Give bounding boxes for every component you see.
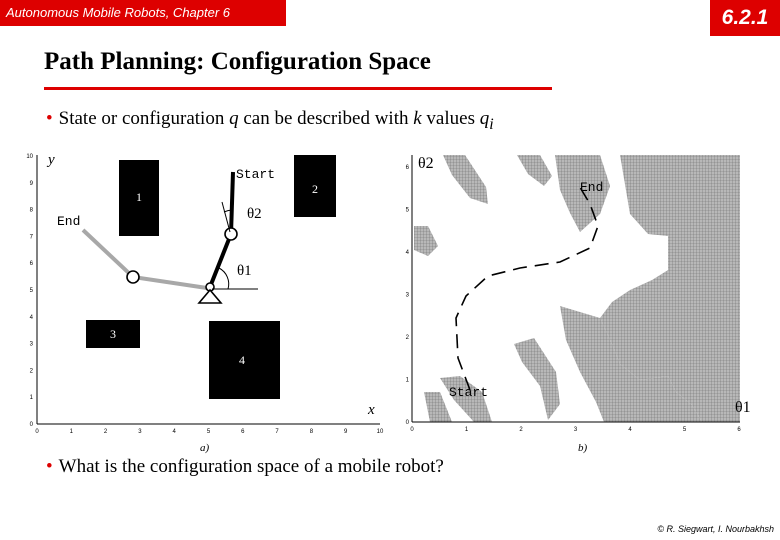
obstacle-2-label: 2 xyxy=(312,182,318,196)
workspace-caption: a) xyxy=(200,442,210,454)
cspace-y-tick: 1 xyxy=(405,377,409,384)
workspace-y-tick: 6 xyxy=(29,261,33,268)
workspace-theta1-label: θ1 xyxy=(237,263,252,279)
cspace-x-label: θ1 xyxy=(735,399,751,416)
cspace-y-tick: 6 xyxy=(405,165,409,171)
workspace-x-tick: 7 xyxy=(275,429,279,435)
cspace-x-tick: 1 xyxy=(464,427,469,433)
cspace-y-tick: 3 xyxy=(405,292,409,299)
cspace-x-tick: 5 xyxy=(682,427,687,433)
obstacle-4-label: 4 xyxy=(239,353,245,367)
workspace-x-tick: 9 xyxy=(344,429,348,435)
bullet-configuration: • State or configuration q can be described with k values $q_i$ xyxy=(46,108,494,133)
workspace-y-tick: 8 xyxy=(29,207,33,214)
workspace-x-tick: 4 xyxy=(172,429,176,435)
workspace-x-tick: 8 xyxy=(309,429,314,435)
configuration-space-figure xyxy=(406,155,751,454)
cspace-x-tick: 4 xyxy=(628,427,632,433)
cspace-end-label: End xyxy=(580,180,604,195)
end-pose-elbow xyxy=(127,271,139,283)
workspace-start-label: Start xyxy=(236,167,276,182)
cspace-band-7 xyxy=(514,338,560,420)
cspace-band-9 xyxy=(424,392,452,422)
workspace-y-tick: 2 xyxy=(29,368,33,375)
course-header: Autonomous Mobile Robots, Chapter 6 xyxy=(0,0,286,26)
arm-base-mount xyxy=(199,290,221,303)
theta1-arc xyxy=(219,268,229,289)
workspace-y-tick: 3 xyxy=(29,341,33,348)
end-pose-arm xyxy=(83,230,207,288)
cspace-y-tick: 0 xyxy=(405,420,409,426)
workspace-y-tick: 10 xyxy=(26,154,33,160)
workspace-x-tick: 10 xyxy=(376,429,384,435)
workspace-y-tick: 9 xyxy=(29,180,33,187)
cspace-caption: b) xyxy=(578,442,588,454)
section-number: 6.2.1 xyxy=(710,0,780,36)
cspace-band-2 xyxy=(517,155,552,186)
arm-elbow-joint xyxy=(225,228,237,240)
workspace-y-tick: 1 xyxy=(29,395,33,402)
cspace-y-label: θ2 xyxy=(418,155,434,172)
arm-link-2 xyxy=(231,172,233,234)
cspace-band-4 xyxy=(414,226,438,256)
cspace-x-tick: 2 xyxy=(519,427,523,433)
workspace-x-tick: 2 xyxy=(103,429,108,435)
workspace-x-tick: 5 xyxy=(206,429,211,435)
workspace-x-tick: 1 xyxy=(69,429,73,435)
obstacle-1-label: 1 xyxy=(136,190,142,204)
cspace-y-tick: 4 xyxy=(405,250,409,256)
obstacle-3-label: 3 xyxy=(110,327,116,341)
workspace-x-tick: 0 xyxy=(35,429,39,435)
bullet-mobile-robot-question: • What is the configuration space of a mobile robot? xyxy=(46,456,444,477)
cspace-obstacle-top-right xyxy=(620,155,668,236)
workspace-y-tick: 7 xyxy=(29,234,33,241)
cspace-x-tick: 3 xyxy=(573,427,578,433)
workspace-figure xyxy=(26,152,384,454)
cspace-x-tick: 0 xyxy=(410,427,414,433)
cspace-y-tick: 5 xyxy=(405,207,409,214)
workspace-y-tick: 4 xyxy=(29,314,33,321)
workspace-theta2-label: θ2 xyxy=(247,206,262,222)
workspace-y-tick: 0 xyxy=(29,422,33,428)
copyright-notice: © R. Siegwart, I. Nourbakhsh xyxy=(657,524,774,534)
bullet-dot: • xyxy=(46,456,53,477)
workspace-end-label: End xyxy=(57,214,81,229)
workspace-x-tick: 3 xyxy=(138,429,142,435)
cspace-x-tick: 6 xyxy=(737,427,741,433)
slide-title: Path Planning: Configuration Space xyxy=(44,48,431,75)
workspace-x-tick: 6 xyxy=(241,429,245,435)
bullet-dot: • xyxy=(46,108,53,129)
cspace-y-tick: 2 xyxy=(405,335,409,341)
workspace-y-tick: 5 xyxy=(29,288,33,294)
workspace-y-label: y xyxy=(48,152,55,168)
cspace-band-3 xyxy=(443,155,488,204)
theta2-reference-line xyxy=(222,202,230,232)
cspace-start-label: Start xyxy=(449,385,489,400)
workspace-x-label: x xyxy=(368,402,375,418)
